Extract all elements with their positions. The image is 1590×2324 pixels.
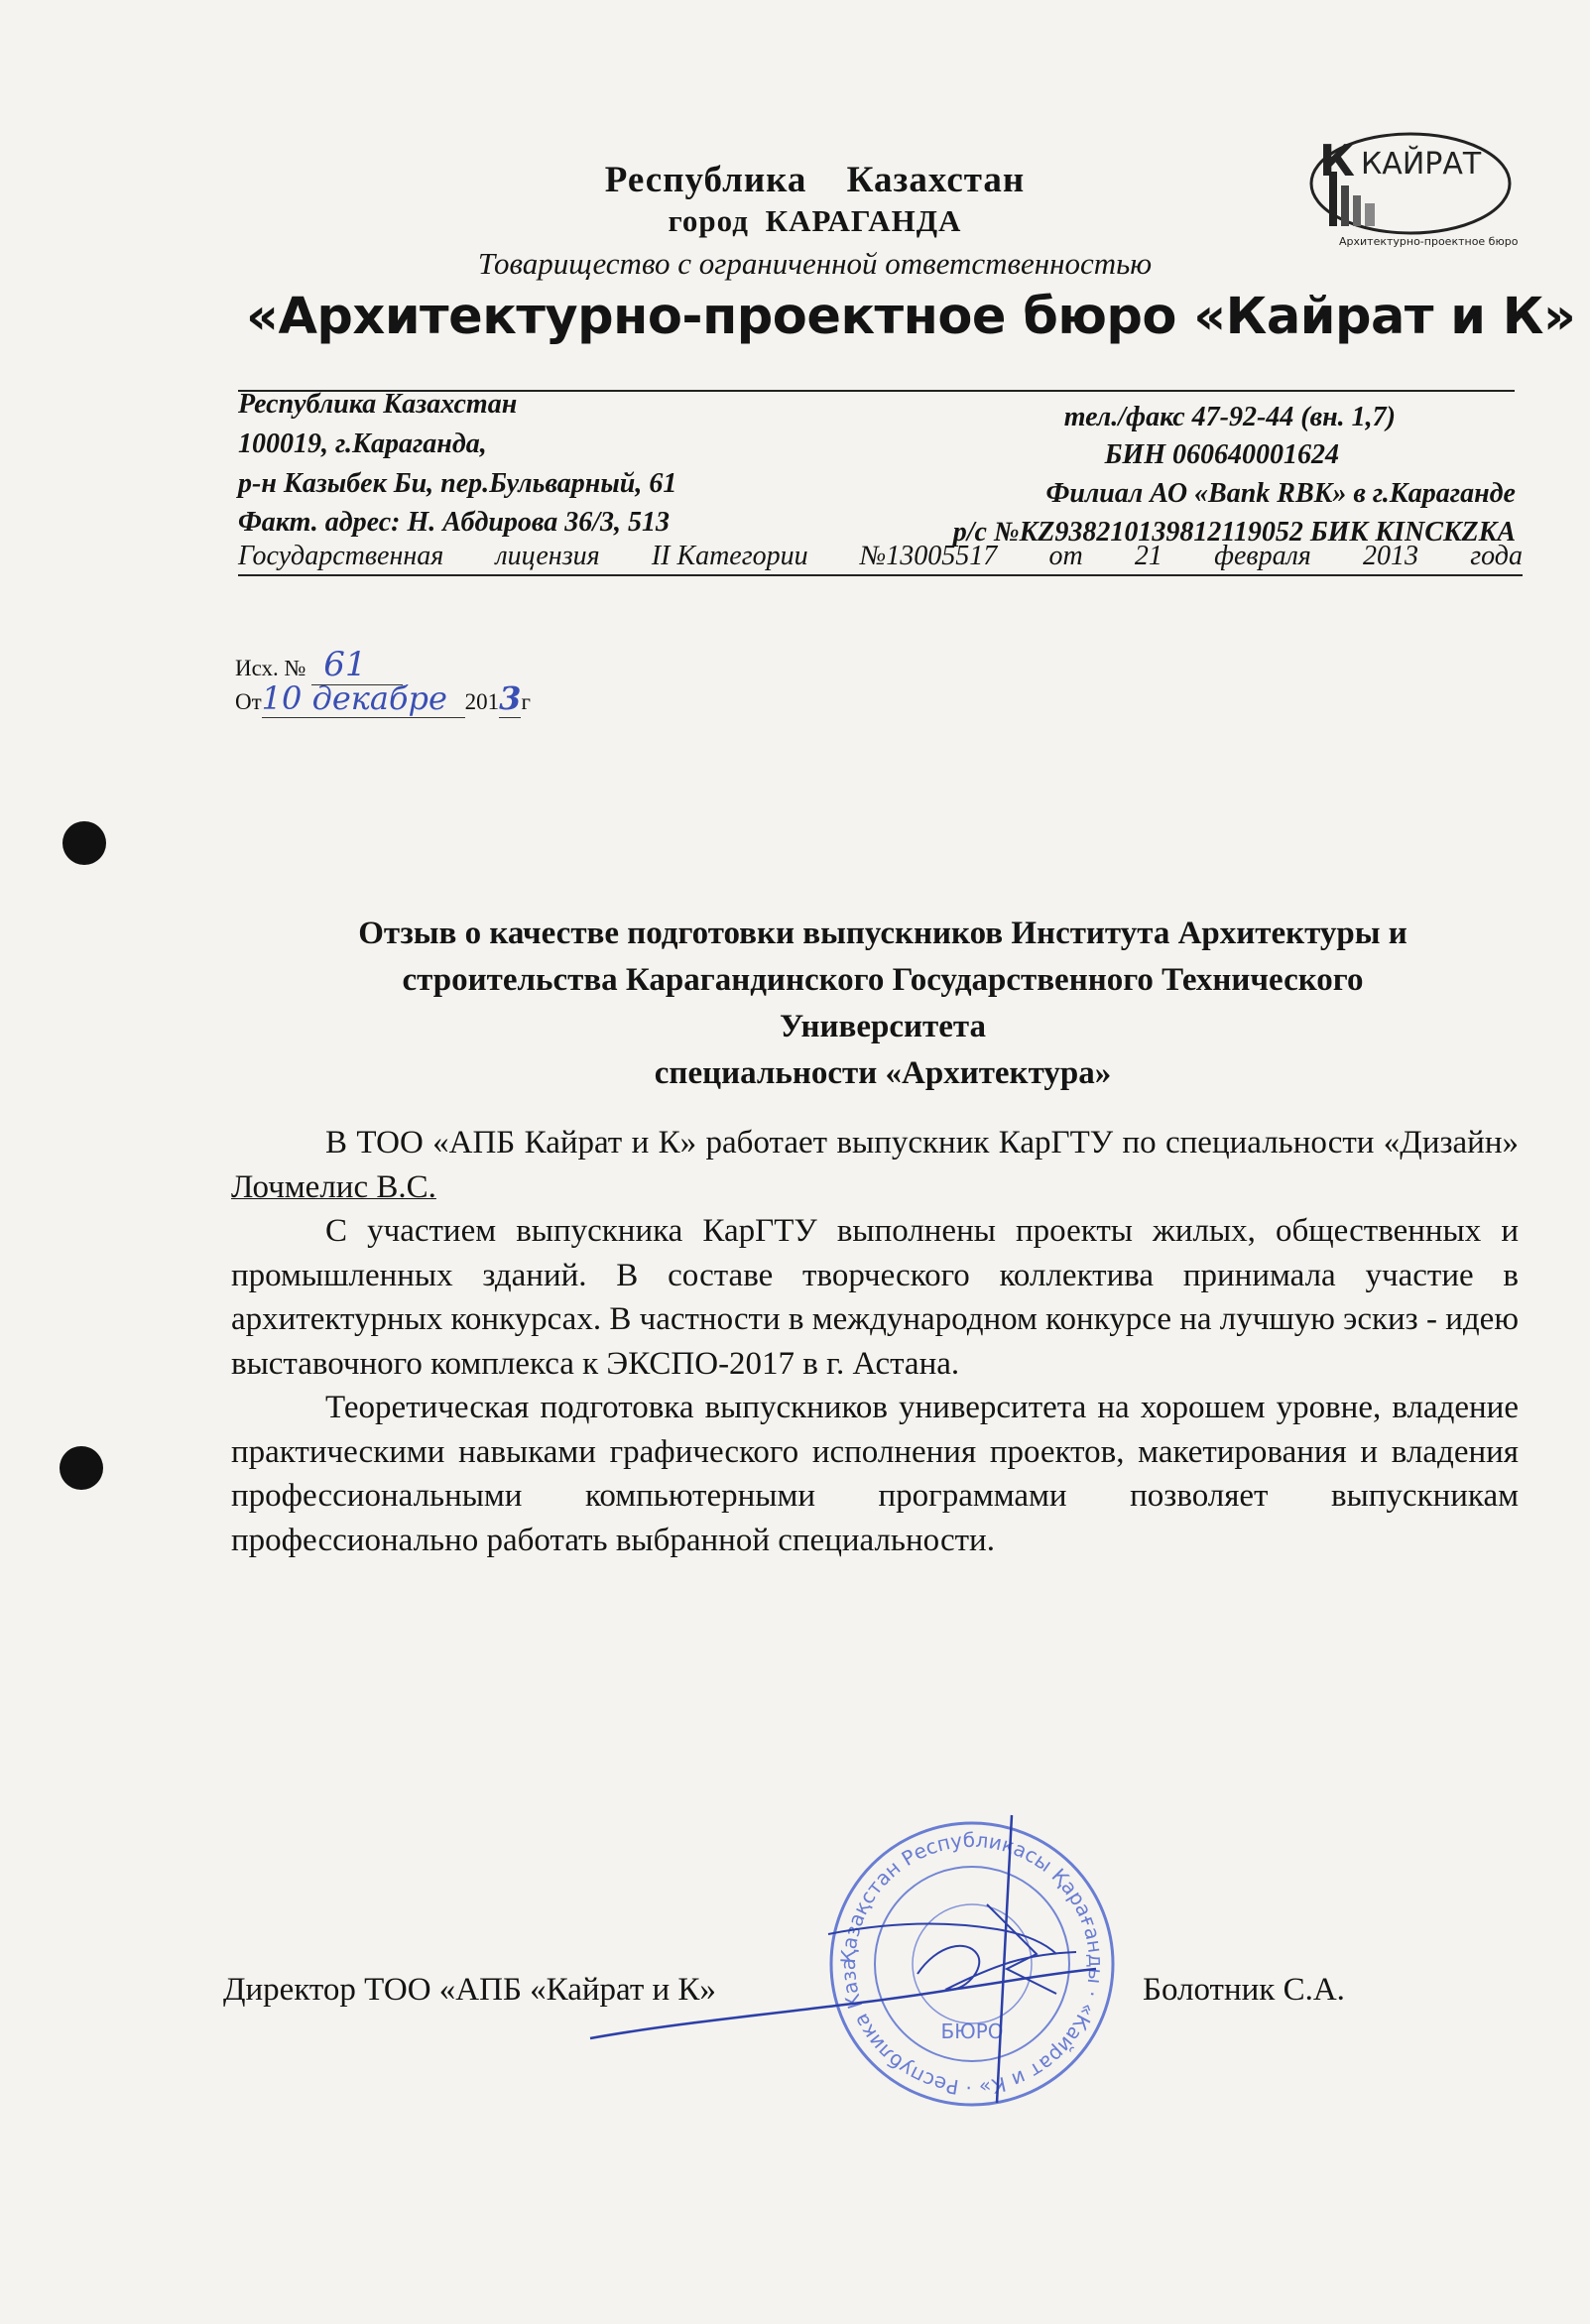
signatory-name: Болотник С.А. — [1143, 1972, 1345, 2008]
stamp-center-text: БЮРО — [940, 2019, 1004, 2043]
outgoing-number-value: 61 — [311, 645, 403, 685]
header-org-type: Товарищество с ограниченной ответственностью — [477, 246, 1153, 281]
license-line — [238, 541, 1523, 576]
outgoing-year-prefix: 201 — [464, 689, 500, 714]
contact-right-1: тел./факс 47-92-44 (вн. 1,7) — [1063, 402, 1396, 432]
title-line-1: Отзыв о качестве подготовки выпускников Института Архитектуры и — [358, 916, 1407, 951]
outgoing-date-label: От — [235, 689, 262, 714]
contact-left-4: Факт. адрес: Н. Абдирова 36/3, 513 — [238, 507, 671, 538]
outgoing-year-digit: 3 — [499, 679, 522, 717]
license-word: II Категории — [651, 541, 808, 571]
license-word: лицензия — [495, 541, 600, 571]
contact-left-2: 100019, г.Караганда, — [238, 428, 487, 459]
handwritten-signature — [580, 1805, 1175, 2123]
contact-left-3: р-н Казыбек Би, пер.Бульварный, 61 — [238, 468, 677, 499]
graduate-name: Лочмелис В.С. — [231, 1168, 436, 1205]
contact-left-1: Республика Казахстан — [238, 389, 518, 420]
header-city: город КАРАГАНДА — [668, 203, 962, 238]
license-word: 21 — [1134, 541, 1162, 571]
contact-right-3: Филиал АО «Bank RBK» в г.Караганде — [1045, 478, 1516, 509]
header-country: Республика Казахстан — [604, 160, 1026, 200]
logo-text: КАЙРАТ — [1361, 147, 1482, 182]
paragraph-1 — [231, 1121, 1519, 1209]
outgoing-date — [235, 679, 531, 718]
license-word: от — [1048, 541, 1083, 571]
paragraph-1-text: В ТОО «АПБ Кайрат и К» работает выпускник КарГТУ по специальности «Дизайн» — [325, 1125, 1519, 1161]
letter-body — [231, 1121, 1519, 1562]
title-line-3: Университета — [780, 1009, 986, 1044]
document-title — [238, 911, 1528, 1097]
header-company-name: «Архитектурно-проектное бюро «Кайрат и К» — [246, 288, 1576, 346]
title-line-4: специальности «Архитектура» — [654, 1055, 1112, 1091]
title-line-2: строительства Карагандинского Государственного Технического — [402, 962, 1364, 998]
signatory-position: Директор ТОО «АПБ «Кайрат и К» — [223, 1972, 716, 2008]
license-word: №13005517 — [859, 541, 998, 571]
outgoing-year-suffix: г — [521, 689, 531, 714]
license-word: Государственная — [238, 541, 444, 571]
license-word: года — [1470, 541, 1523, 571]
punch-hole-top — [62, 821, 106, 865]
logo-mark: К — [1319, 136, 1355, 186]
license-word: 2013 — [1363, 541, 1419, 571]
paragraph-3: Теоретическая подготовка выпускников университета на хорошем уровне, владение практическими навыками графического исполнения проектов, макетирования и владения профессиональными компьютерными программами позволяет выпускникам профессионально работать выбранной специальности. — [231, 1390, 1519, 1558]
contact-right-2: БИН 060640001624 — [1104, 439, 1339, 470]
outgoing-number-label: Исх. № — [235, 656, 306, 680]
outgoing-date-value: 10 декабре — [262, 679, 465, 718]
punch-hole-bottom — [60, 1446, 103, 1490]
paragraph-2: С участием выпускника КарГТУ выполнены проекты жилых, общественных и промышленных зданий. В составе творческого коллектива принимала участие в архитектурных конкурсах. В частности в международном конкурсе на лучшую эскиз - идею выставочного комплекса к ЭКСПО-2017 в г. Астана. — [231, 1213, 1519, 1382]
stamp-ring-text: Қазақстан Республикасы Қарағанды · «Кайрат и К» · Республика Каза — [835, 1827, 1109, 2101]
logo-caption: Архитектурно-проектное бюро — [1339, 235, 1518, 248]
license-word: февраля — [1214, 541, 1311, 571]
contact-right-4: р/с №KZ938210139812119052 БИК KINCKZKA — [952, 517, 1516, 548]
